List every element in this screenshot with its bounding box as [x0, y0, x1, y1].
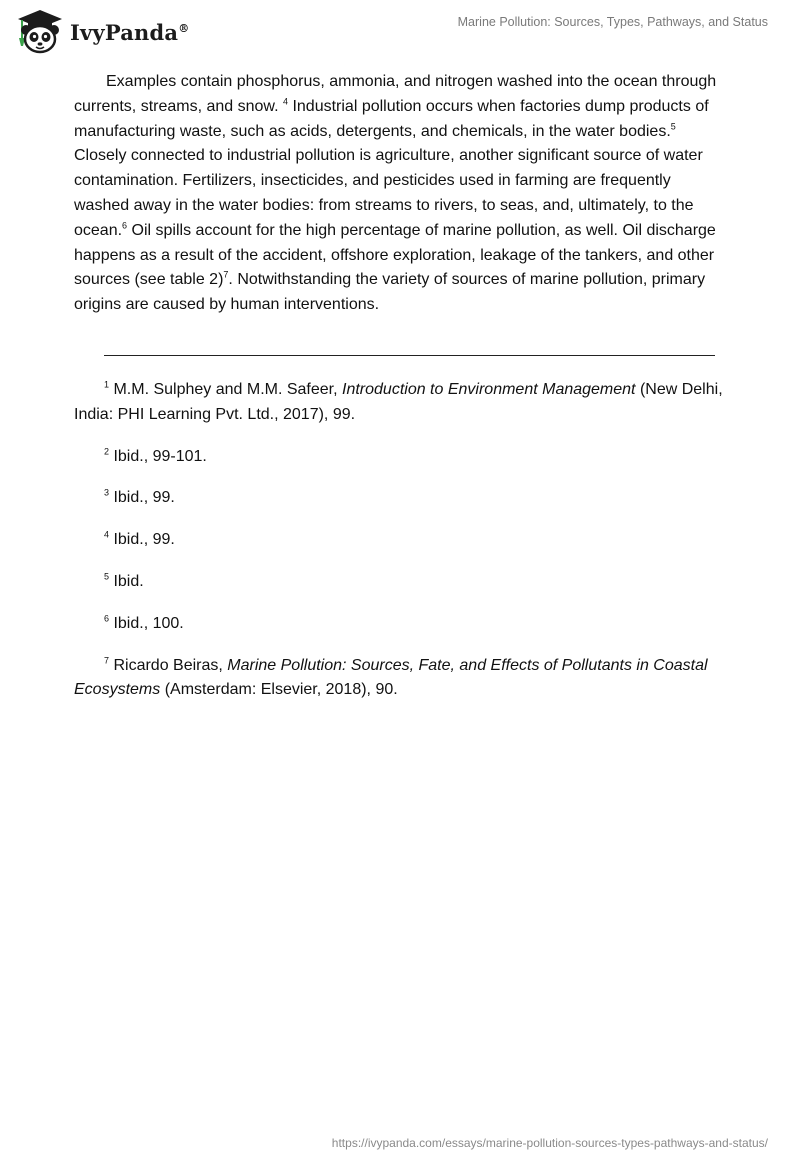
footnote-divider: [104, 355, 715, 356]
body-paragraph: Examples contain phosphorus, ammonia, and nitrogen washed into the ocean through currents, streams, and snow. $^4$ Industrial pollution occurs when factories dump products of manufacturing waste, such as acids, detergents, and chemicals, in the water bodies.$^5$ Closely connected to industrial pollution is agriculture, another significant source of water contamination. Fertilizers, insecticides, and pesticides used in farming are frequently washed away in the water bodies: from streams to rivers, to seas, and, ultimately, to the ocean.$^6$ Oil spills account for the high percentage of marine pollution, as well. Oil discharge happens as a result of the accident, offshore exploration, leakage of the tankers, and other sources (see table 2)$^7$. Notwithstanding the variety of sources of marine pollution, primary origins are caused by human interventions.: [74, 73, 717, 314]
footnote-ref: 4: [282, 96, 288, 107]
ivypanda-logo[interactable]: [14, 8, 189, 56]
footnote-ref: 6: [122, 220, 128, 231]
footnote-2: $^2$ Ibid., 99-101.: [104, 446, 207, 465]
footnote-6: $^6$ Ibid., 100.: [104, 613, 184, 632]
brand-name: IvyPanda®: [70, 19, 190, 45]
footnote-ref: 5: [670, 121, 676, 132]
footnote-7: $^7$ Ricardo Beiras, Marine Pollution: Sources, Fate, and Effects of Pollutants in Coastal Ecosystems (Amsterdam: Elsevier, 2018), 90.: [74, 655, 708, 699]
panda-graduate-icon: [14, 8, 66, 56]
footnote-5: $^5$ Ibid.: [104, 571, 144, 590]
footnotes: [74, 378, 724, 703]
footnote-4: $^4$ Ibid., 99.: [104, 529, 175, 549]
footnote-ref: 7: [223, 270, 229, 281]
essay-body: [74, 70, 724, 318]
source-url-link[interactable]: https://ivypanda.com/essays/marine-pollution-sources-types-pathways-and-status/: [331, 1136, 768, 1150]
footnote-1: $^1$ M.M. Sulphey and M.M. Safeer, Introduction to Environment Management (New Delhi, India: PHI Learning Pvt. Ltd., 2017), 99.: [74, 379, 723, 423]
running-title: Marine Pollution: Sources, Types, Pathways, and Status: [457, 15, 768, 29]
page-header: [0, 0, 800, 60]
footnote-3: $^3$ Ibid., 99.: [104, 488, 175, 507]
